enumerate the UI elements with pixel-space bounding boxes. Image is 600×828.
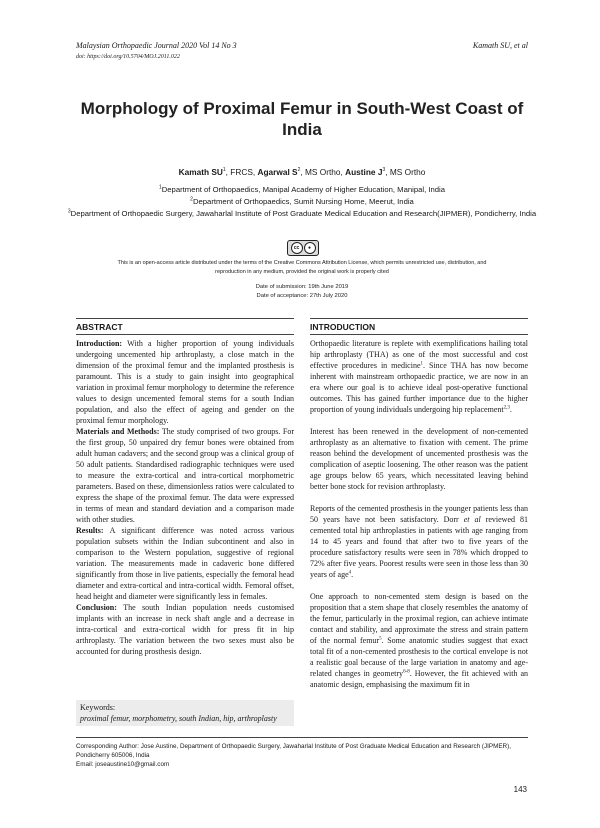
doi-link[interactable]: doi: https://doi.org/10.5704/MOJ.2011.022 xyxy=(76,54,180,60)
affiliation: $^2$Department of Orthopaedics, Sumit Nursing Home, Meerut, India xyxy=(190,196,414,206)
abstract-body xyxy=(76,338,294,657)
abstract-introduction: Introduction: With a higher proportion of young individuals undergoing uncemented hip arthroplasty, a close match in the dimension of the proximal femur and the implanted prosthesis is paramount. This is a study to gain insight into geographical variation in proximal femur morphology to determine the reference values to design uncemented femoral stems for a south Indian population, and also the effect of ageing and gender on the proximal femur morphology. xyxy=(76,339,295,425)
license-text: This is an open-access article distributed under the terms of the Creative Commons Attribution License, which permits unrestricted use, distribution, and reproduction in any medium, provided the original work is properly cited xyxy=(117,260,487,275)
intro-paragraph: Interest has been renewed in the development of non-cemented arthroplasty as an alternative to fixation with cement. The prime reason behind the development of uncemented prosthesis was the complication of aseptic loosening. The other reason was the patient age groups below 65 years, which necessitated leaving behind better bone stock for revision arthroplasty. xyxy=(310,427,528,491)
corresponding-author-text: Corresponding Author: Jose Austine, Department of Orthopaedic Surgery, Jawaharlal Institute of Post Graduate Medical Education and Research (JIPMER), Pondicherry 605006, India xyxy=(76,743,511,759)
abstract-methods: Materials and Methods: The study comprised of two groups. For the first group, 50 unpaired dry femur bones were obtained from adult human cadavers; and the second group was a clinical group of 50 adult patients. Standardised radiographic techniques were used to measure the extra-cortical and intra-cortical morphometric parameters. Based on these, dimensionless ratios were calculated to express the shape of the proximal femur. The data were expressed in terms of mean and standard deviation and a comparison made with other studies. xyxy=(76,427,295,524)
keywords-box xyxy=(76,700,294,726)
introduction-heading: INTRODUCTION xyxy=(310,322,376,332)
journal-name: Malaysian Orthopaedic Journal 2020 Vol 14 No 3 xyxy=(76,41,237,50)
intro-paragraph: Reports of the cemented prosthesis in the younger patients less than 50 years have not been satisfactory. Dorr et al reviewed 81 cemented total hip arthroplasties in patients with age ranging from 14 to 45 years and found that after two to five years of the procedure satisfactory results were seen in 78% which dropped to 72% after five years. Poorest results were seen in those less than 30 years of age$^4$. xyxy=(310,504,529,579)
author-list: Kamath $SU^1$, FRCS, Agarwal $S^2$, MS Ortho, Austine $J^3$, MS Ortho xyxy=(178,167,426,177)
email-link[interactable]: Email: joseaustine10@gmail.com xyxy=(76,761,170,768)
keywords-label: Keywords: xyxy=(80,703,116,712)
abstract-results: Results: A significant difference was noted across various population subsets within the Indian subcontinent and also in comparison to the Western population, suggestive of regional variation. The measurements made in cadaveric bone differed significantly from those in live patients, especially the femoral head diameter and extra-cortical and intra-cortical width. Femoral offset, head height and diameter were significantly less in females. xyxy=(76,526,294,601)
affiliation: $^3$Department of Orthopaedic Surgery, Jawaharlal Institute of Post Graduate Medical Education and Research(JIPMER), Pondicherry, India xyxy=(67,208,537,218)
keywords-list: proximal femur, morphometry, south Indian, hip, arthroplasty xyxy=(80,714,277,723)
running-author: Kamath SU, et al xyxy=(472,41,528,50)
divider xyxy=(76,318,294,319)
author-name: Austine J xyxy=(345,167,383,177)
abstract-conclusion: Conclusion: The south Indian population needs customised implants with an increase in neck shaft angle and a decrease in intra-cortical and extra-cortical width for press fit in hip arthroplasty. The variation between the two sexes must also be accounted for during prosthesis design. xyxy=(76,603,295,656)
page-number: 143 xyxy=(513,785,527,794)
footer-divider xyxy=(76,737,528,738)
divider xyxy=(76,334,294,335)
acceptance-date: Date of acceptance: 27th July 2020 xyxy=(256,293,348,299)
corresponding-author xyxy=(76,742,528,769)
cc-icon: cc xyxy=(291,242,303,254)
divider xyxy=(310,334,528,335)
abstract-heading: ABSTRACT xyxy=(76,322,123,332)
article-title: Morphology of Proximal Femur in South-West Coast of India xyxy=(80,99,524,139)
creative-commons-badge xyxy=(287,240,319,256)
by-icon: ● xyxy=(304,242,316,254)
article-dates xyxy=(76,283,528,301)
divider xyxy=(310,318,528,319)
author-name: Agarwal S xyxy=(257,167,298,177)
author-name: Kamath SU xyxy=(178,167,223,177)
affiliation: $^1$Department of Orthopaedics, Manipal Academy of Higher Education, Manipal, India xyxy=(158,184,446,194)
submission-date: Date of submission: 19th June 2019 xyxy=(255,284,349,290)
introduction-body xyxy=(310,338,528,690)
intro-paragraph: One approach to non-cemented stem design is based on the proposition that a stem shape that closely resembles the anatomy of the femur, particularly in the proximal region, can achieve intimate contact and stability, and approximate the stress and strain pattern of the normal femur$^5$. Some anatomic studies suggest that exact total fit of a non-cemented prosthesis to the cortical envelope is not a realistic goal because of the large variation in anatomy and age-related changes in geometry$^{6-8}$. However, the fit achieved with an anatomic design, emphasising the maximum fit in xyxy=(310,592,529,689)
intro-paragraph: Orthopaedic literature is replete with exemplifications hailing total hip arthroplasty (THA) as one of the most successful and cost effective procedures in medicine$^1$. Since THA has now become inherent with mainstream orthopaedic practice, we are now in an era where our goal is to achieve ideal post-operative functional outcomes. This has gained further importance due to the higher proportion of young individuals undergoing hip replacement$^{2,3}$. xyxy=(310,339,528,414)
